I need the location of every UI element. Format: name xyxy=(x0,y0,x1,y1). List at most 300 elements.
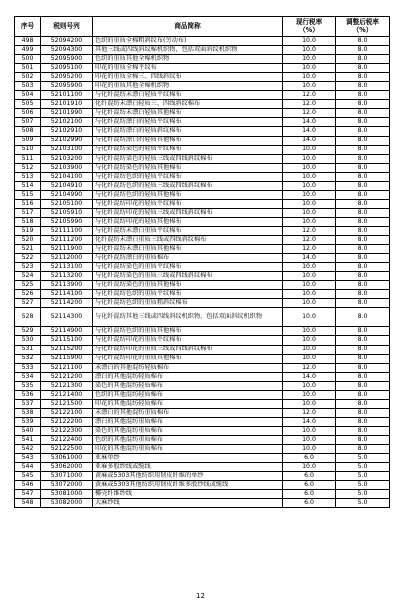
row-no: 502 xyxy=(15,73,41,82)
row-no: 504 xyxy=(15,91,41,100)
header-adjusted-rate-unit: （%） xyxy=(352,25,373,34)
row-no: 539 xyxy=(15,417,41,426)
table-row xyxy=(15,118,390,127)
row-code: 52102990 xyxy=(41,136,93,145)
row-name: 色织的重质其他全棉机织物 xyxy=(93,55,283,64)
row-name: 未漂白的其他混纺轻质棉布 xyxy=(93,363,283,372)
row-name: 与化纤混纺染色的轻质其他棉布 xyxy=(93,163,283,172)
table-row xyxy=(15,172,390,181)
row-no: 544 xyxy=(15,463,41,472)
row-current-rate: 10.0 xyxy=(283,336,336,345)
row-code: 52094200 xyxy=(41,37,93,46)
row-code: 52101100 xyxy=(41,91,93,100)
row-current-rate: 10.0 xyxy=(283,445,336,454)
row-current-rate: 10.0 xyxy=(283,37,336,46)
row-current-rate: 12.0 xyxy=(283,236,336,245)
row-adjusted-rate: 8.0 xyxy=(336,91,390,100)
document-page xyxy=(14,16,389,508)
table-row xyxy=(15,454,390,463)
row-current-rate: 10.0 xyxy=(283,281,336,290)
row-name: 染色的其他混纺轻质棉布 xyxy=(93,381,283,390)
row-code: 52122300 xyxy=(41,426,93,435)
row-current-rate: 12.0 xyxy=(283,109,336,118)
row-current-rate: 10.0 xyxy=(283,82,336,91)
row-name: 化纤混纺未漂白重质三线或四线斜纹棉布 xyxy=(93,236,283,245)
row-no: 524 xyxy=(15,272,41,281)
row-current-rate: 10.0 xyxy=(283,199,336,208)
row-code: 52121200 xyxy=(41,372,93,381)
row-current-rate: 10.0 xyxy=(283,73,336,82)
row-name: 与化纤混纺未漂白重质其他棉布 xyxy=(93,245,283,254)
row-current-rate: 10.0 xyxy=(283,390,336,399)
row-code: 52121500 xyxy=(41,399,93,408)
row-adjusted-rate: 8.0 xyxy=(336,82,390,91)
row-no: 526 xyxy=(15,290,41,299)
row-adjusted-rate: 8.0 xyxy=(336,55,390,64)
table-row xyxy=(15,463,390,472)
table-row xyxy=(15,154,390,163)
row-code: 52111100 xyxy=(41,226,93,235)
row-code: 52114100 xyxy=(41,290,93,299)
row-name: 与化纤混纺印花的重质平纹棉布 xyxy=(93,336,283,345)
row-no: 534 xyxy=(15,372,41,381)
table-row xyxy=(15,254,390,263)
row-name: 与化纤混纺印花的重质其他棉布 xyxy=(93,354,283,363)
row-adjusted-rate: 5.0 xyxy=(336,463,390,472)
row-adjusted-rate: 8.0 xyxy=(336,417,390,426)
row-current-rate: 10.0 xyxy=(283,163,336,172)
row-name: 与化纤混纺印花的轻质三线或四线斜纹棉布 xyxy=(93,208,283,217)
table-row xyxy=(15,490,390,499)
table-row xyxy=(15,73,390,82)
row-no: 537 xyxy=(15,399,41,408)
row-code: 52104990 xyxy=(41,190,93,199)
row-adjusted-rate: 8.0 xyxy=(336,226,390,235)
row-code: 52095900 xyxy=(41,55,93,64)
row-no: 540 xyxy=(15,426,41,435)
row-current-rate: 10.0 xyxy=(283,208,336,217)
row-no: 518 xyxy=(15,217,41,226)
row-code: 52121300 xyxy=(41,381,93,390)
row-current-rate: 10.0 xyxy=(283,154,336,163)
table-row xyxy=(15,308,390,327)
row-name: 与化纤混纺染色的重质平纹棉布 xyxy=(93,263,283,272)
row-adjusted-rate: 8.0 xyxy=(336,145,390,154)
row-code: 52121400 xyxy=(41,390,93,399)
row-current-rate: 12.0 xyxy=(283,363,336,372)
row-name: 漂白的其他混纺轻质棉布 xyxy=(93,372,283,381)
row-code: 52103100 xyxy=(41,145,93,154)
table-row xyxy=(15,82,390,91)
table-row xyxy=(15,217,390,226)
row-code: 52094300 xyxy=(41,46,93,55)
row-code: 52104910 xyxy=(41,181,93,190)
table-row xyxy=(15,399,390,408)
row-adjusted-rate: 8.0 xyxy=(336,127,390,136)
table-row xyxy=(15,163,390,172)
row-current-rate: 10.0 xyxy=(283,172,336,181)
row-adjusted-rate: 5.0 xyxy=(336,454,390,463)
row-code: 52122200 xyxy=(41,417,93,426)
row-adjusted-rate: 8.0 xyxy=(336,426,390,435)
table-row xyxy=(15,281,390,290)
row-code: 52095900 xyxy=(41,82,93,91)
table-row xyxy=(15,37,390,46)
row-name: 黄麻或5303其他纺织用韧皮纤维的单纱 xyxy=(93,472,283,481)
row-name: 漂白的其他混纺重质棉布 xyxy=(93,417,283,426)
header-current-rate-unit: （%） xyxy=(299,25,319,34)
table-row xyxy=(15,290,390,299)
row-adjusted-rate: 8.0 xyxy=(336,381,390,390)
row-adjusted-rate: 8.0 xyxy=(336,199,390,208)
row-current-rate: 6.0 xyxy=(283,454,336,463)
row-code: 52112000 xyxy=(41,254,93,263)
row-current-rate: 10.0 xyxy=(283,399,336,408)
row-adjusted-rate: 8.0 xyxy=(336,109,390,118)
row-code: 52115900 xyxy=(41,354,93,363)
row-name: 印花的其他混纺轻质棉布 xyxy=(93,399,283,408)
row-name: 化纤混纺未漂白轻质三、四线斜纹棉布 xyxy=(93,100,283,109)
row-no: 510 xyxy=(15,145,41,154)
row-no: 525 xyxy=(15,281,41,290)
row-adjusted-rate: 8.0 xyxy=(336,308,390,327)
row-name: 印花的重质全棉平纹布 xyxy=(93,64,283,73)
row-no: 536 xyxy=(15,390,41,399)
row-adjusted-rate: 8.0 xyxy=(336,372,390,381)
table-row xyxy=(15,481,390,490)
header-adjusted-rate xyxy=(336,17,390,37)
table-row xyxy=(15,499,390,508)
row-adjusted-rate: 8.0 xyxy=(336,154,390,163)
table-row xyxy=(15,245,390,254)
row-current-rate: 14.0 xyxy=(283,372,336,381)
row-current-rate: 6.0 xyxy=(283,472,336,481)
table-row xyxy=(15,55,390,64)
table-header-row xyxy=(15,17,390,37)
row-no: 530 xyxy=(15,336,41,345)
header-no: 序号 xyxy=(15,17,41,37)
row-no: 501 xyxy=(15,64,41,73)
row-current-rate: 10.0 xyxy=(283,64,336,73)
row-adjusted-rate: 8.0 xyxy=(336,363,390,372)
row-code: 52113200 xyxy=(41,272,93,281)
row-adjusted-rate: 8.0 xyxy=(336,336,390,345)
row-code: 52121100 xyxy=(41,363,93,372)
row-name: 色织的其他混纺重质棉布 xyxy=(93,435,283,444)
row-adjusted-rate: 8.0 xyxy=(336,163,390,172)
row-code: 53061000 xyxy=(41,454,93,463)
table-row xyxy=(15,435,390,444)
row-no: 529 xyxy=(15,327,41,336)
table-row xyxy=(15,445,390,454)
row-no: 511 xyxy=(15,154,41,163)
table-row xyxy=(15,372,390,381)
row-no: 519 xyxy=(15,226,41,235)
row-adjusted-rate: 8.0 xyxy=(336,399,390,408)
row-current-rate: 6.0 xyxy=(283,481,336,490)
row-current-rate: 14.0 xyxy=(283,127,336,136)
row-no: 517 xyxy=(15,208,41,217)
row-name: 染色的其他混纺重质棉布 xyxy=(93,426,283,435)
row-no: 513 xyxy=(15,172,41,181)
row-code: 53072000 xyxy=(41,481,93,490)
header-current-rate xyxy=(283,17,336,37)
row-current-rate: 10.0 xyxy=(283,181,336,190)
row-code: 52115200 xyxy=(41,345,93,354)
row-adjusted-rate: 8.0 xyxy=(336,327,390,336)
row-name: 色织的重质全棉粗斜纹布(劳动布) xyxy=(93,37,283,46)
row-adjusted-rate: 8.0 xyxy=(336,245,390,254)
row-no: 522 xyxy=(15,254,41,263)
row-no: 527 xyxy=(15,299,41,308)
table-row xyxy=(15,345,390,354)
row-no: 514 xyxy=(15,181,41,190)
row-name: 与化纤混纺漂白的轻质平纹棉布 xyxy=(93,118,283,127)
table-row xyxy=(15,226,390,235)
row-current-rate: 14.0 xyxy=(283,136,336,145)
table-row xyxy=(15,299,390,308)
row-code: 52113100 xyxy=(41,263,93,272)
row-adjusted-rate: 8.0 xyxy=(336,272,390,281)
table-row xyxy=(15,263,390,272)
row-code: 53082000 xyxy=(41,499,93,508)
row-name: 与化纤混纺漂白的轻质其他棉布 xyxy=(93,136,283,145)
table-row xyxy=(15,390,390,399)
row-name: 与化纤混纺色织的轻质平纹棉布 xyxy=(93,172,283,181)
row-code: 52101990 xyxy=(41,109,93,118)
row-adjusted-rate: 8.0 xyxy=(336,345,390,354)
row-no: 505 xyxy=(15,100,41,109)
row-current-rate: 10.0 xyxy=(283,327,336,336)
table-row xyxy=(15,354,390,363)
row-name: 与化纤混纺漂白的重质棉布 xyxy=(93,254,283,263)
row-name: 亚麻多股纱线或缆线 xyxy=(93,463,283,472)
row-current-rate: 6.0 xyxy=(283,490,336,499)
row-no: 547 xyxy=(15,490,41,499)
row-name: 印花的重质全棉三、四线斜纹布 xyxy=(93,73,283,82)
row-no: 521 xyxy=(15,245,41,254)
row-no: 512 xyxy=(15,163,41,172)
row-adjusted-rate: 5.0 xyxy=(336,472,390,481)
row-code: 52103900 xyxy=(41,163,93,172)
row-no: 520 xyxy=(15,236,41,245)
table-row xyxy=(15,417,390,426)
row-no: 500 xyxy=(15,55,41,64)
row-name: 与化纤混纺未漂白轻质其他棉布 xyxy=(93,109,283,118)
row-current-rate: 10.0 xyxy=(283,435,336,444)
row-no: 548 xyxy=(15,499,41,508)
table-row xyxy=(15,336,390,345)
row-current-rate: 10.0 xyxy=(283,299,336,308)
row-adjusted-rate: 8.0 xyxy=(336,281,390,290)
table-row xyxy=(15,145,390,154)
row-name: 色织的其他混纺轻质棉布 xyxy=(93,390,283,399)
row-no: 545 xyxy=(15,472,41,481)
row-name: 与化纤混纺染色的轻质平纹棉布 xyxy=(93,145,283,154)
row-adjusted-rate: 8.0 xyxy=(336,290,390,299)
row-no: 528 xyxy=(15,308,41,327)
table-row xyxy=(15,100,390,109)
row-name: 印花的重质其他全棉机织物 xyxy=(93,82,283,91)
row-name: 与化纤混纺色织的重质其他棉布 xyxy=(93,327,283,336)
row-adjusted-rate: 8.0 xyxy=(336,236,390,245)
row-name: 与化纤混纺染色的轻质三线或四线斜纹棉布 xyxy=(93,154,283,163)
table-row xyxy=(15,236,390,245)
row-code: 53081000 xyxy=(41,490,93,499)
row-current-rate: 10.0 xyxy=(283,345,336,354)
row-adjusted-rate: 8.0 xyxy=(336,73,390,82)
table-row xyxy=(15,472,390,481)
row-no: 506 xyxy=(15,109,41,118)
row-code: 53071000 xyxy=(41,472,93,481)
row-code: 52102910 xyxy=(41,127,93,136)
row-name: 与化纤混纺染色的重质三线或四线斜纹棉布 xyxy=(93,272,283,281)
row-adjusted-rate: 8.0 xyxy=(336,64,390,73)
row-adjusted-rate: 8.0 xyxy=(336,354,390,363)
row-name: 与化纤混纺染色的重质其他棉布 xyxy=(93,281,283,290)
row-no: 507 xyxy=(15,118,41,127)
row-current-rate: 14.0 xyxy=(283,118,336,127)
row-adjusted-rate: 8.0 xyxy=(336,172,390,181)
row-adjusted-rate: 8.0 xyxy=(336,217,390,226)
row-adjusted-rate: 8.0 xyxy=(336,37,390,46)
row-no: 542 xyxy=(15,445,41,454)
row-name: 与化纤混纺未漂白轻质平纹棉布 xyxy=(93,91,283,100)
row-no: 498 xyxy=(15,37,41,46)
row-name: 与化纤混纺色织的轻质三线或四线斜纹棉布 xyxy=(93,181,283,190)
row-current-rate: 6.0 xyxy=(283,499,336,508)
table-row xyxy=(15,109,390,118)
row-code: 52102100 xyxy=(41,118,93,127)
row-adjusted-rate: 5.0 xyxy=(336,490,390,499)
row-code: 52095200 xyxy=(41,73,93,82)
row-name: 与化纤混纺色织的重质粗斜纹棉布 xyxy=(93,299,283,308)
row-current-rate: 12.0 xyxy=(283,226,336,235)
row-code: 52114300 xyxy=(41,308,93,327)
row-adjusted-rate: 8.0 xyxy=(336,100,390,109)
row-code: 52114900 xyxy=(41,327,93,336)
row-name: 与化纤混纺其他三线或四线斜纹机织物，包括双面斜纹机织物 xyxy=(93,308,283,327)
row-no: 509 xyxy=(15,136,41,145)
row-no: 523 xyxy=(15,263,41,272)
row-adjusted-rate: 8.0 xyxy=(336,136,390,145)
row-current-rate: 12.0 xyxy=(283,245,336,254)
table-row xyxy=(15,181,390,190)
row-current-rate: 10.0 xyxy=(283,308,336,327)
row-code: 52111200 xyxy=(41,236,93,245)
row-code: 52122500 xyxy=(41,445,93,454)
row-code: 52105990 xyxy=(41,217,93,226)
row-name: 与化纤混纺未漂白重质平纹棉布 xyxy=(93,226,283,235)
row-adjusted-rate: 8.0 xyxy=(336,118,390,127)
row-code: 52115100 xyxy=(41,336,93,345)
row-name: 椰壳纤维纱线 xyxy=(93,490,283,499)
row-no: 532 xyxy=(15,354,41,363)
row-adjusted-rate: 8.0 xyxy=(336,208,390,217)
row-name: 与化纤混纺印花的轻质平纹棉布 xyxy=(93,199,283,208)
row-adjusted-rate: 8.0 xyxy=(336,46,390,55)
row-current-rate: 10.0 xyxy=(283,354,336,363)
row-no: 543 xyxy=(15,454,41,463)
row-code: 52101910 xyxy=(41,100,93,109)
row-code: 52113900 xyxy=(41,281,93,290)
row-current-rate: 14.0 xyxy=(283,254,336,263)
row-name: 未漂白的其他混纺重质棉布 xyxy=(93,408,283,417)
row-name: 与化纤混纺色织的轻质其他棉布 xyxy=(93,190,283,199)
row-current-rate: 10.0 xyxy=(283,426,336,435)
row-no: 541 xyxy=(15,435,41,444)
row-no: 508 xyxy=(15,127,41,136)
row-adjusted-rate: 8.0 xyxy=(336,263,390,272)
row-no: 533 xyxy=(15,363,41,372)
row-name: 与化纤混纺印花的轻质其他棉布 xyxy=(93,217,283,226)
row-no: 499 xyxy=(15,46,41,55)
row-code: 53062000 xyxy=(41,463,93,472)
row-adjusted-rate: 8.0 xyxy=(336,435,390,444)
row-name: 与化纤混纺印花的重质三线或四线斜纹棉布 xyxy=(93,345,283,354)
row-adjusted-rate: 8.0 xyxy=(336,299,390,308)
row-current-rate: 10.0 xyxy=(283,272,336,281)
table-row xyxy=(15,91,390,100)
header-code: 税则号列 xyxy=(41,17,93,37)
row-current-rate: 12.0 xyxy=(283,91,336,100)
table-row xyxy=(15,190,390,199)
row-no: 538 xyxy=(15,408,41,417)
row-code: 52105910 xyxy=(41,208,93,217)
row-name: 与化纤混纺色织的重质平纹棉布 xyxy=(93,290,283,299)
table-body xyxy=(15,37,390,508)
row-no: 515 xyxy=(15,190,41,199)
table-row xyxy=(15,199,390,208)
row-current-rate: 10.0 xyxy=(283,55,336,64)
header-current-rate-label: 现行税率 xyxy=(295,17,323,26)
table-row xyxy=(15,208,390,217)
page-number: 12 xyxy=(196,592,205,600)
table-row xyxy=(15,363,390,372)
row-current-rate: 12.0 xyxy=(283,408,336,417)
row-current-rate: 10.0 xyxy=(283,190,336,199)
row-code: 52103200 xyxy=(41,154,93,163)
row-current-rate: 14.0 xyxy=(283,417,336,426)
table-row xyxy=(15,127,390,136)
tariff-table xyxy=(14,16,390,508)
row-code: 52122100 xyxy=(41,408,93,417)
row-name: 大麻纱线 xyxy=(93,499,283,508)
row-current-rate: 10.0 xyxy=(283,46,336,55)
row-current-rate: 10.0 xyxy=(283,217,336,226)
row-name: 其他三线或四线斜纹棉机织物，包括双面斜纹机织物 xyxy=(93,46,283,55)
row-code: 52111900 xyxy=(41,245,93,254)
row-name: 亚麻单纱 xyxy=(93,454,283,463)
row-no: 503 xyxy=(15,82,41,91)
row-current-rate: 10.0 xyxy=(283,290,336,299)
row-name: 黄麻或5303其他纺织用韧皮纤维多股纱线或缆线 xyxy=(93,481,283,490)
table-row xyxy=(15,46,390,55)
row-adjusted-rate: 8.0 xyxy=(336,181,390,190)
row-current-rate: 10.0 xyxy=(283,263,336,272)
row-current-rate: 10.0 xyxy=(283,463,336,472)
row-current-rate: 10.0 xyxy=(283,145,336,154)
table-row xyxy=(15,381,390,390)
row-code: 52114200 xyxy=(41,299,93,308)
table-row xyxy=(15,136,390,145)
row-adjusted-rate: 8.0 xyxy=(336,254,390,263)
row-adjusted-rate: 5.0 xyxy=(336,481,390,490)
row-adjusted-rate: 8.0 xyxy=(336,445,390,454)
row-adjusted-rate: 8.0 xyxy=(336,190,390,199)
header-adjusted-rate-label: 调整后税率 xyxy=(346,17,379,26)
row-adjusted-rate: 8.0 xyxy=(336,408,390,417)
